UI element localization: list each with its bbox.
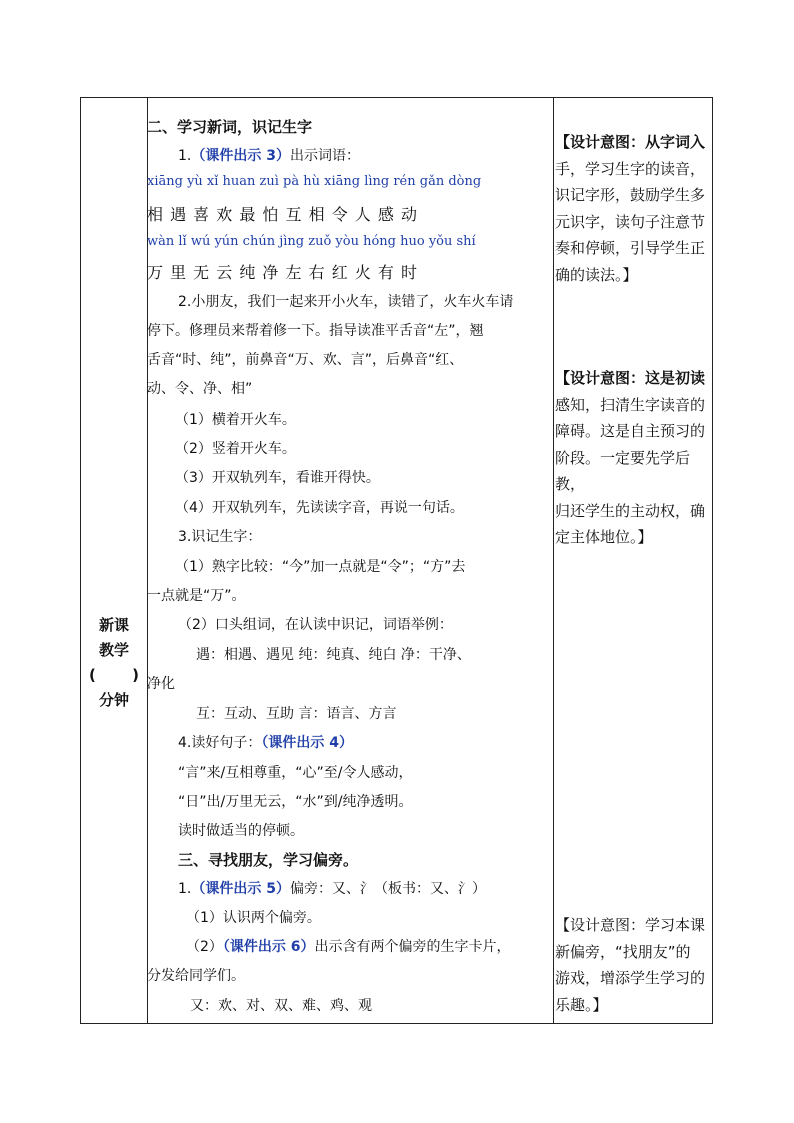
- stage-label-line2: 教学: [98, 641, 129, 659]
- section3-sub2: （2）（课件出示 6）出示含有两个偏旁的生字卡片，: [186, 939, 511, 955]
- design-note-3: 【设计意图：学习本课 新偏旁，“找朋友”的 游戏，增添学生学习的 乐趣。】: [555, 916, 706, 1014]
- courseware-tag: （课件出示 3）: [191, 148, 290, 164]
- section3-sub1: （1）认识两个偏旁。: [186, 910, 321, 926]
- item3-1b: 一点就是“万”。: [147, 588, 246, 604]
- pinyin-row-2: wàn lǐ wú yún chún jìng zuǒ yòu hóng huo yǒu shí: [147, 234, 476, 249]
- item2-sub3: （3）开双轨列车，看谁开得快。: [175, 470, 380, 486]
- courseware-tag: （课件出示 4）: [261, 735, 353, 751]
- hanzi-row-1: 相 遇 喜 欢 最 怕 互 相 令 人 感 动: [147, 205, 418, 224]
- courseware-tag: （课件出示 5）: [191, 881, 290, 897]
- section3-heading: 三、寻找朋友，学习偏旁。: [178, 851, 359, 869]
- pinyin-row-1: xiāng yù xǐ huan zuì pà hù xiāng lìng rén gǎn dòng: [147, 174, 482, 189]
- hanzi-row-2: 万 里 无 云 纯 净 左 右 红 火 有 时: [147, 263, 418, 282]
- item2-line3: 舌音“时、纯”，前鼻音“万、欢、言”，后鼻音“红、: [147, 352, 464, 368]
- courseware-tag: （课件出示 6）: [222, 939, 315, 955]
- design-note-2: 【设计意图：这是初读 感知，扫清生字读音的 障碍。这是自主预习的 阶段。一定要先学后教， 归还学生的主动权，确 定主体地位。】: [555, 369, 706, 546]
- stage-label-line1: 新课: [98, 616, 129, 634]
- section2-item1: 1.（课件出示 3）出示词语：: [178, 148, 360, 164]
- item2-line1: 2.小朋友，我们一起来开小火车，读错了，火车火车请: [178, 294, 514, 310]
- words-a: 遇：相遇、遇见 纯：纯真、纯白 净：干净、: [196, 647, 471, 663]
- sentence-1: “言”来/互相尊重，“心”至/令人感动，: [178, 765, 413, 781]
- sentence-2: “日”出/万里无云，“水”到/纯净透明。: [178, 794, 413, 810]
- item2-sub2: （2）竖着开火车。: [175, 441, 296, 457]
- stage-label-line3: 分钟: [98, 691, 129, 709]
- item2-sub4: （4）开双轨列车，先读读字音，再说一句话。: [175, 500, 464, 516]
- item3-2: （2）口头组词，在认读中识记，词语举例：: [178, 617, 453, 633]
- item2-line2: 停下。修理员来帮着修一下。指导读准平舌音“左”，翘: [147, 323, 484, 339]
- sentence-3: 读时做适当的停顿。: [178, 823, 304, 839]
- words-b: 净化: [147, 676, 175, 692]
- stage-label: [81, 613, 147, 713]
- words-c: 互：互动、互助 言：语言、方言: [196, 706, 397, 722]
- section3-sub3: 又：欢、对、双、难、鸡、观: [190, 998, 372, 1014]
- item3: 3.识记生字：: [178, 529, 262, 545]
- item3-1a: （1）熟字比较：“今”加一点就是“令”；“方”去: [175, 559, 466, 575]
- item4: 4.读好句子：（课件出示 4）: [178, 735, 353, 751]
- column-divider: [553, 98, 554, 1023]
- section2-heading: 二、学习新词，识记生字: [147, 118, 313, 136]
- item2-sub1: （1）横着开火车。: [175, 412, 296, 428]
- design-note-1: 【设计意图：从字词入 手，学习生字的读音， 识记字形，鼓励学生多 元识字，读句子注意节 奏和停顿，引导学生正 确的读法。】: [555, 133, 706, 284]
- duration-blank: ( ): [89, 666, 139, 684]
- section3-sub2-line2: 分发给同学们。: [147, 968, 245, 984]
- section3-item1: 1.（课件出示 5）偏旁：又、氵（板书：又、氵）: [178, 881, 486, 897]
- item2-line4: 动、令、净、相”: [147, 381, 253, 397]
